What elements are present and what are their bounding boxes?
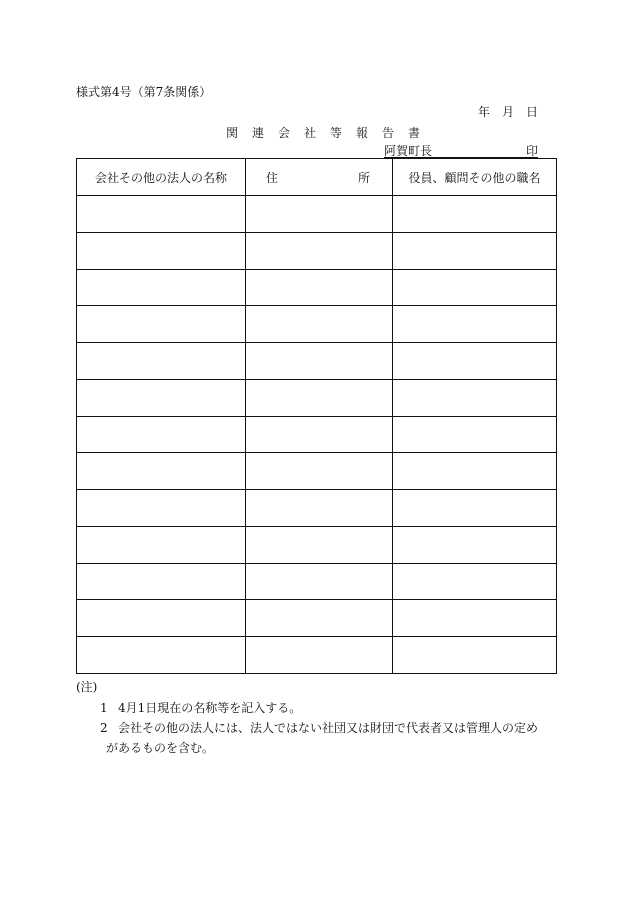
- cell-company-name[interactable]: [77, 196, 246, 233]
- cell-company-name[interactable]: [77, 269, 246, 306]
- column-header-address-part1: 住: [266, 170, 279, 185]
- cell-company-name[interactable]: [77, 343, 246, 380]
- addressee-name: 阿賀町長: [384, 144, 433, 158]
- cell-company-name[interactable]: [77, 232, 246, 269]
- cell-address[interactable]: [246, 306, 393, 343]
- table-row: [77, 196, 557, 233]
- column-header-address: [246, 159, 393, 196]
- table-row: [77, 563, 557, 600]
- note-text: 4月1日現在の名称等を記入する。: [118, 701, 302, 715]
- cell-position[interactable]: [393, 526, 557, 563]
- cell-position[interactable]: [393, 490, 557, 527]
- cell-address[interactable]: [246, 196, 393, 233]
- table-row: [77, 416, 557, 453]
- cell-address[interactable]: [246, 379, 393, 416]
- column-header-address-part2: 所: [357, 170, 370, 185]
- cell-position[interactable]: [393, 563, 557, 600]
- cell-position[interactable]: [393, 306, 557, 343]
- cell-company-name[interactable]: [77, 526, 246, 563]
- table-body: [77, 196, 557, 674]
- notes-heading: (注): [76, 680, 98, 694]
- form-number: 様式第4号（第7条関係）: [76, 85, 212, 99]
- cell-company-name[interactable]: [77, 416, 246, 453]
- cell-position[interactable]: [393, 379, 557, 416]
- cell-position[interactable]: [393, 343, 557, 380]
- cell-address[interactable]: [246, 343, 393, 380]
- cell-company-name[interactable]: [77, 637, 246, 674]
- table-row: [77, 526, 557, 563]
- cell-address[interactable]: [246, 600, 393, 637]
- cell-position[interactable]: [393, 637, 557, 674]
- report-table: [76, 158, 557, 674]
- column-header-company-name: 会社その他の法人の名称: [77, 159, 246, 196]
- cell-position[interactable]: [393, 232, 557, 269]
- cell-address[interactable]: [246, 563, 393, 600]
- addressee-line: [384, 142, 538, 158]
- cell-company-name[interactable]: [77, 563, 246, 600]
- table-row: [77, 379, 557, 416]
- cell-address[interactable]: [246, 490, 393, 527]
- table-row: [77, 637, 557, 674]
- note-item: [100, 719, 538, 736]
- cell-address[interactable]: [246, 416, 393, 453]
- note-number: 1: [100, 701, 108, 715]
- table-row: [77, 490, 557, 527]
- cell-company-name[interactable]: [77, 453, 246, 490]
- seal-mark: 印: [525, 144, 538, 158]
- cell-address[interactable]: [246, 232, 393, 269]
- cell-company-name[interactable]: [77, 600, 246, 637]
- cell-address[interactable]: [246, 453, 393, 490]
- cell-address[interactable]: [246, 637, 393, 674]
- table-row: [77, 232, 557, 269]
- cell-position[interactable]: [393, 196, 557, 233]
- cell-position[interactable]: [393, 416, 557, 453]
- note-text-continuation: があるものを含む。: [106, 741, 215, 755]
- table-row: [77, 453, 557, 490]
- table-row: [77, 306, 557, 343]
- cell-position[interactable]: [393, 600, 557, 637]
- cell-address[interactable]: [246, 526, 393, 563]
- document-title: 関 連 会 社 等 報 告 書: [226, 126, 422, 140]
- cell-address[interactable]: [246, 269, 393, 306]
- date-line: 年 月 日: [478, 105, 539, 119]
- table-row: [77, 269, 557, 306]
- cell-position[interactable]: [393, 453, 557, 490]
- cell-company-name[interactable]: [77, 490, 246, 527]
- cell-company-name[interactable]: [77, 379, 246, 416]
- table-header-row: [77, 159, 557, 196]
- note-text: 会社その他の法人には、法人ではない社団又は財団で代表者又は管理人の定め: [118, 721, 539, 735]
- table-row: [77, 600, 557, 637]
- cell-company-name[interactable]: [77, 306, 246, 343]
- note-number: 2: [100, 721, 108, 735]
- column-header-position: 役員、顧問その他の職名: [393, 159, 557, 196]
- table-row: [77, 343, 557, 380]
- cell-position[interactable]: [393, 269, 557, 306]
- note-item: [100, 699, 301, 716]
